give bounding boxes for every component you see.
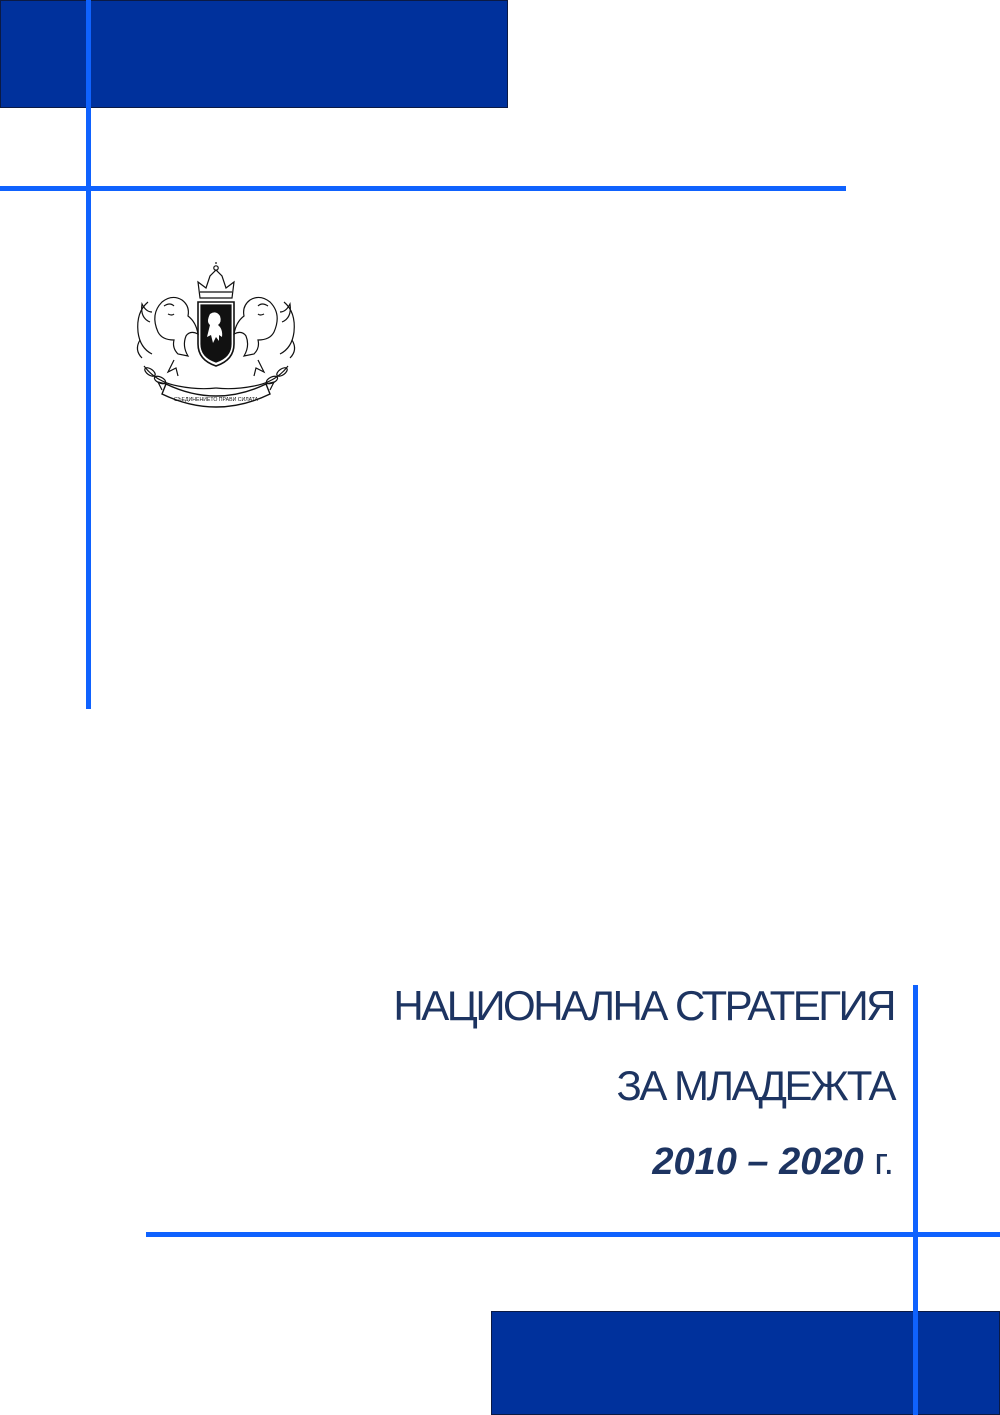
coat-of-arms-icon [130,262,302,418]
bottom-horizontal-rule [146,1232,1000,1237]
bottom-color-block [491,1311,1000,1415]
crest-motto: СЪЕДИНЕНИЕТО ПРАВИ СИЛАТА [173,397,259,403]
years-line [393,1143,894,1181]
top-color-block [0,0,508,108]
right-vertical-rule [913,985,918,1415]
top-horizontal-rule [0,186,846,191]
title-line-1: НАЦИОНАЛНА СТРАТЕГИЯ [393,982,894,1029]
years-range: 2010 – 2020 [652,1141,864,1183]
title-block [393,975,894,1181]
left-vertical-rule [86,0,91,709]
title-line-2: ЗА МЛАДЕЖТА [616,1062,894,1109]
year-suffix: г. [874,1141,894,1183]
